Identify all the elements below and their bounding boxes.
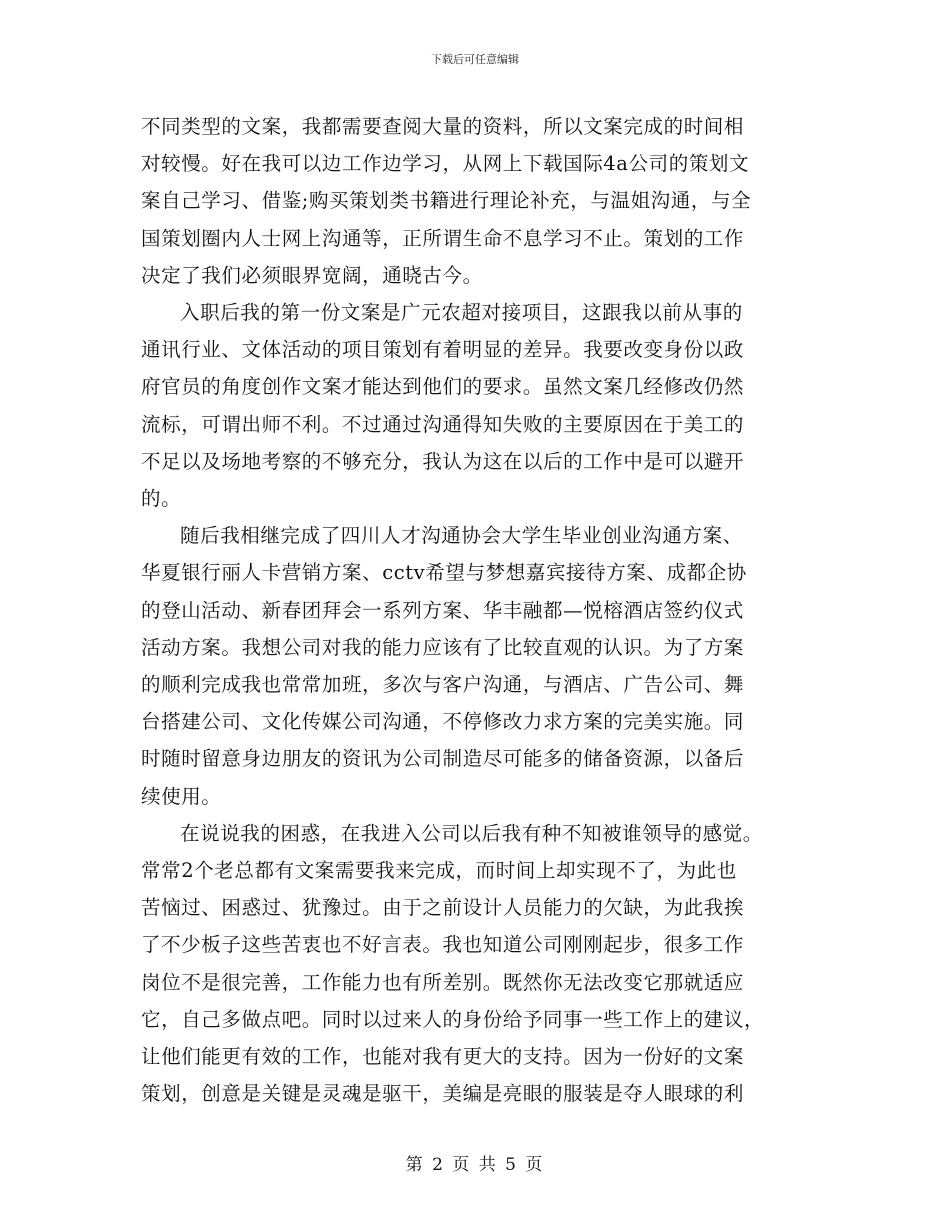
- paragraph-4: [141, 815, 809, 1113]
- text-line: 的登山活动、新春团拜会一系列方案、华丰融都—悦榕酒店签约仪式: [141, 598, 745, 622]
- text-line: 了不少板子这些苦衷也不好言表。我也知道公司刚刚起步，很多工作: [141, 933, 745, 957]
- text-line: 国策划圈内人士网上沟通等，正所谓生命不息学习不止。策划的工作: [141, 226, 745, 250]
- text-line: 入职后我的第一份文案是广元农超对接项目，这跟我以前从事的: [180, 301, 743, 325]
- text-line: 在说说我的困惑，在我进入公司以后我有种不知被谁领导的感觉。: [180, 821, 763, 845]
- text-line: 它，自己多做点吧。同时以过来人的身份给予同事一些工作上的建议，: [141, 1007, 765, 1031]
- page-number-footer: 第 2 页 共 5 页: [405, 1155, 545, 1175]
- text-line: 通讯行业、文体活动的项目策划有着明显的差异。我要改变身份以政: [141, 338, 745, 362]
- text-line: 流标，可谓出师不利。不过通过沟通得知失败的主要原因在于美工的: [141, 412, 745, 436]
- paragraph-2: [141, 294, 809, 517]
- text-line: 随后我相继完成了四川人才沟通协会大学生毕业创业沟通方案、: [180, 524, 743, 548]
- text-line: 对较慢。好在我可以边工作边学习，从网上下载国际4a公司的策划文: [141, 152, 750, 176]
- paragraph-1: [141, 108, 809, 294]
- text-line: 策划，创意是关键是灵魂是驱干，美编是亮眼的服装是夺人眼球的利: [141, 1082, 745, 1106]
- text-line: 活动方案。我想公司对我的能力应该有了比较直观的认识。为了方案: [141, 635, 745, 659]
- text-line: 不同类型的文案，我都需要查阅大量的资料，所以文案完成的时间相: [141, 115, 745, 138]
- text-line: 的顺利完成我也常常加班，多次与客户沟通，与酒店、广告公司、舞: [141, 673, 745, 697]
- document-body: [141, 108, 809, 1112]
- text-line: 苦恼过、困惑过、犹豫过。由于之前设计人员能力的欠缺，为此我挨: [141, 896, 745, 920]
- text-line: 常常2个老总都有文案需要我来完成，而时间上却实现不了，为此也: [141, 859, 737, 883]
- text-line: 案自己学习、借鉴;购买策划类书籍进行理论补充，与温姐沟通，与全: [141, 189, 752, 213]
- text-line: 岗位不是很完善，工作能力也有所差别。既然你无法改变它那就适应: [141, 970, 745, 994]
- text-line: 不足以及场地考察的不够充分，我认为这在以后的工作中是可以避开: [141, 449, 745, 473]
- page-header: 下载后可任意编辑: [431, 53, 519, 66]
- text-line: 决定了我们必须眼界宽阔，通晓古今。: [141, 263, 483, 287]
- text-line: 的。: [141, 487, 182, 511]
- text-line: 台搭建公司、文化传媒公司沟通，不停修改力求方案的完美实施。同: [141, 710, 745, 734]
- text-line: 府官员的角度创作文案才能达到他们的要求。虽然文案几经修改仍然: [141, 375, 745, 399]
- text-line: 续使用。: [141, 784, 222, 808]
- text-line: 时随时留意身边朋友的资讯为公司制造尽可能多的储备资源，以备后: [141, 747, 745, 771]
- text-line: 华夏银行丽人卡营销方案、cctv希望与梦想嘉宾接待方案、成都企协: [141, 561, 747, 585]
- paragraph-3: [141, 517, 809, 815]
- text-line: 让他们能更有效的工作，也能对我有更大的支持。因为一份好的文案: [141, 1045, 745, 1069]
